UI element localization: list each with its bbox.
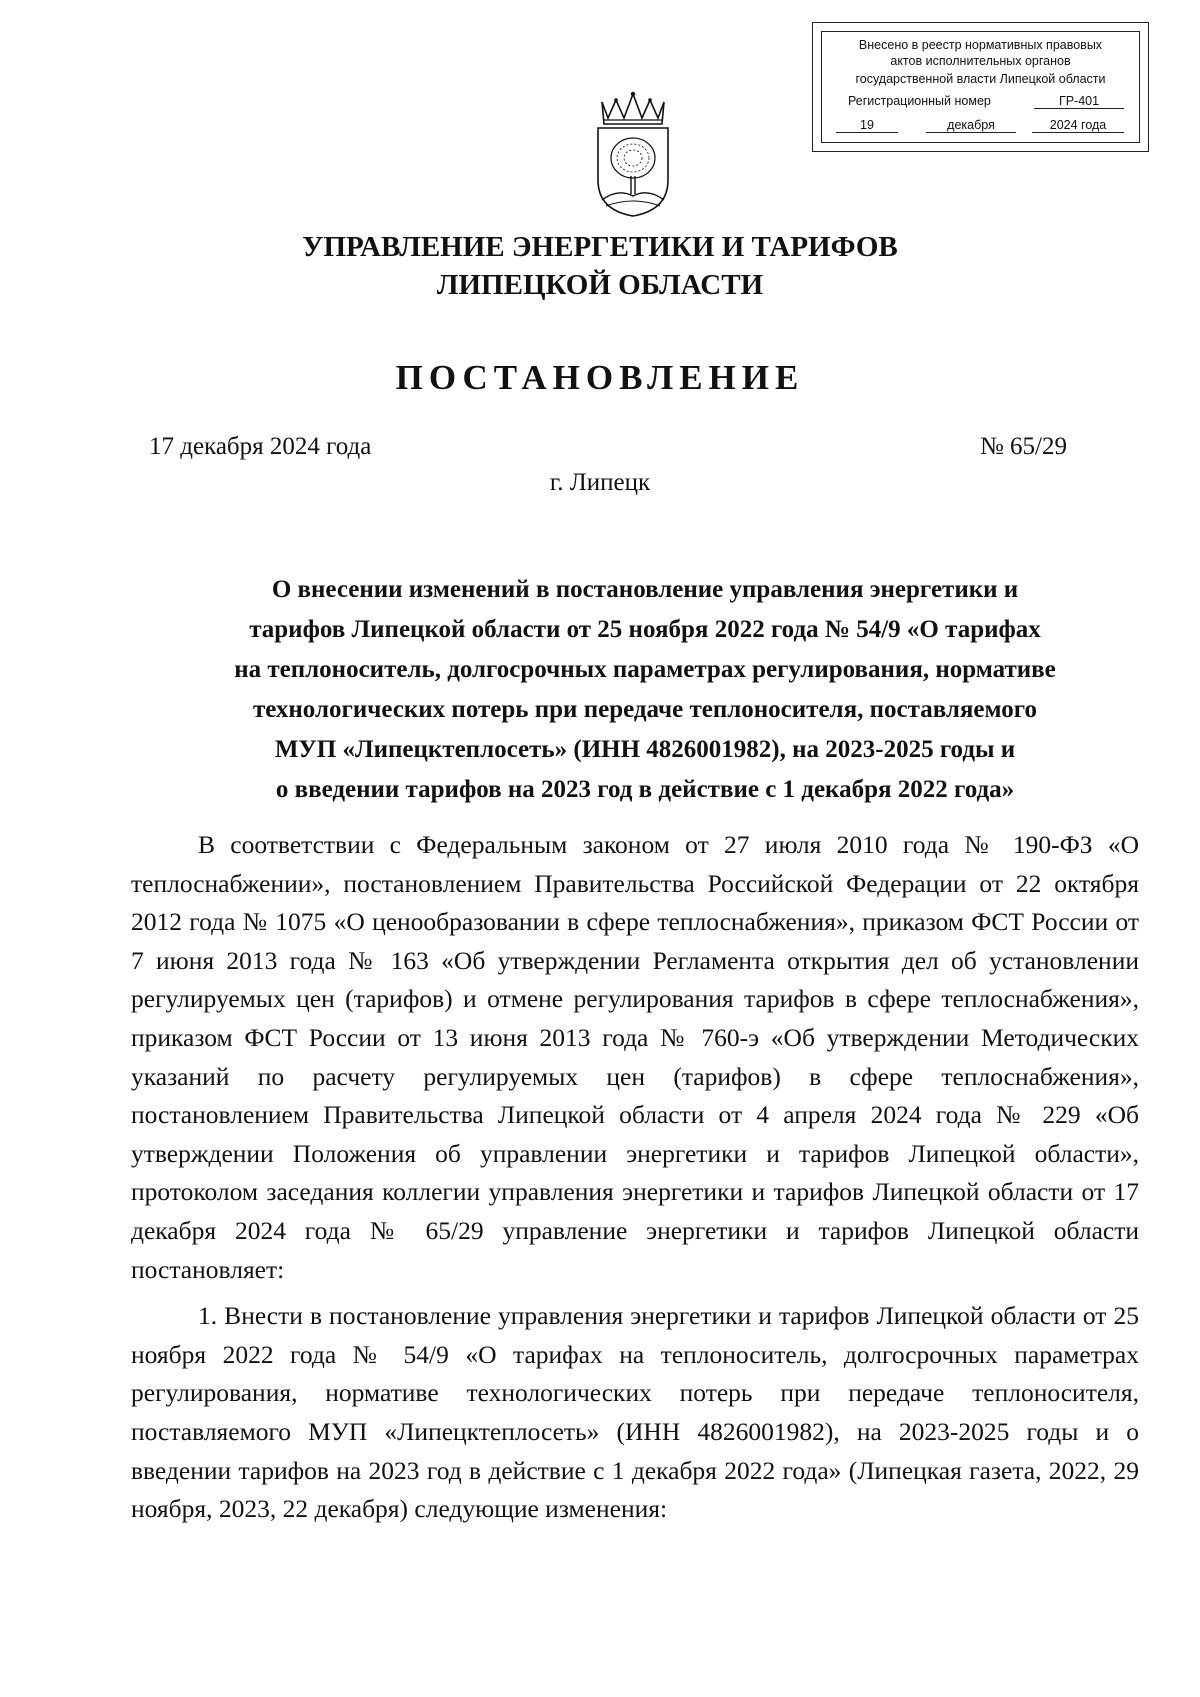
stamp-registration-number: ГР-401	[1034, 94, 1124, 109]
subject-line: МУП «Липецктеплосеть» (ИНН 4826001982), на 2023-2025 годы и	[274, 736, 1016, 763]
stamp-line-3: государственной власти Липецкой области	[855, 72, 1106, 86]
stamp-registration-label: Регистрационный номер	[848, 94, 991, 108]
document-number: № 65/29	[979, 433, 1067, 460]
document-date: 17 декабря 2024 года	[149, 433, 372, 460]
body-paragraph-item-1: 1. Внести в постановление управления энергетики и тарифов Липецкой области от 25 ноября 2022 года № 54/9 «О тарифах на теплоноситель, долгосрочных параметрах регулирования, нормативе технологических потерь при передаче теплоносителя, поставляемого МУП «Липецктеплосеть» (ИНН 4826001982), на 2023-2025 годы и о введении тарифов на 2023 год в действие с 1 декабря 2022 года» (Липецкая газета, 2022, 29 ноября, 2023, 22 декабря) следующие изменения:	[131, 1301, 1139, 1524]
subject-line: тарифов Липецкой области от 25 ноября 2022 года № 54/9 «О тарифах	[249, 616, 1041, 643]
stamp-line-2: актов исполнительных органов	[890, 54, 1071, 68]
lipetsk-coat-of-arms-icon	[588, 88, 678, 218]
organization-name-line-2: ЛИПЕЦКОЙ ОБЛАСТИ	[436, 269, 764, 301]
stamp-month: декабря	[926, 118, 1016, 133]
subject-line: О внесении изменений в постановление управления энергетики и	[271, 576, 1019, 603]
subject-line: технологических потерь при передаче теплоносителя, поставляемого	[253, 696, 1037, 723]
document-body	[131, 826, 1139, 1537]
document-subject	[150, 570, 1140, 810]
document-type: ПОСТАНОВЛЕНИЕ	[395, 358, 805, 397]
subject-line: о введении тарифов на 2023 год в действие с 1 декабря 2022 года»	[275, 776, 1015, 803]
body-paragraph-preamble: В соответствии с Федеральным законом от 27 июля 2010 года № 190-ФЗ «О теплоснабжении», постановлением Правительства Российской Федерации от 22 октября 2012 года № 1075 «О ценообразовании в сфере теплоснабжения», приказом ФСТ России от 7 июня 2013 года № 163 «Об утверждении Регламента открытия дел об установлении регулируемых цен (тарифов) и отмене регулирования тарифов в сфере теплоснабжения», приказом ФСТ России от 13 июня 2013 года № 760-э «Об утверждении Методических указаний по расчету регулируемых цен (тарифов) в сфере теплоснабжения», постановлением Правительства Липецкой области от 4 апреля 2024 года № 229 «Об утверждении Положения об управлении энергетики и тарифов Липецкой области», протоколом заседания коллегии управления энергетики и тарифов Липецкой области от 17 декабря 2024 года № 65/29 управление энергетики и тарифов Липецкой области постановляет:	[131, 830, 1139, 1284]
document-city: г. Липецк	[549, 469, 651, 496]
registry-stamp-frame	[821, 31, 1140, 143]
subject-line: на теплоноситель, долгосрочных параметрах регулирования, нормативе	[234, 656, 1056, 683]
registry-stamp	[812, 22, 1149, 152]
stamp-year: 2024 года	[1032, 118, 1124, 133]
stamp-line-1: Внесено в реестр нормативных правовых	[858, 38, 1103, 52]
stamp-day: 19	[836, 118, 898, 133]
organization-name-line-1: УПРАВЛЕНИЕ ЭНЕРГЕТИКИ И ТАРИФОВ	[302, 231, 898, 263]
